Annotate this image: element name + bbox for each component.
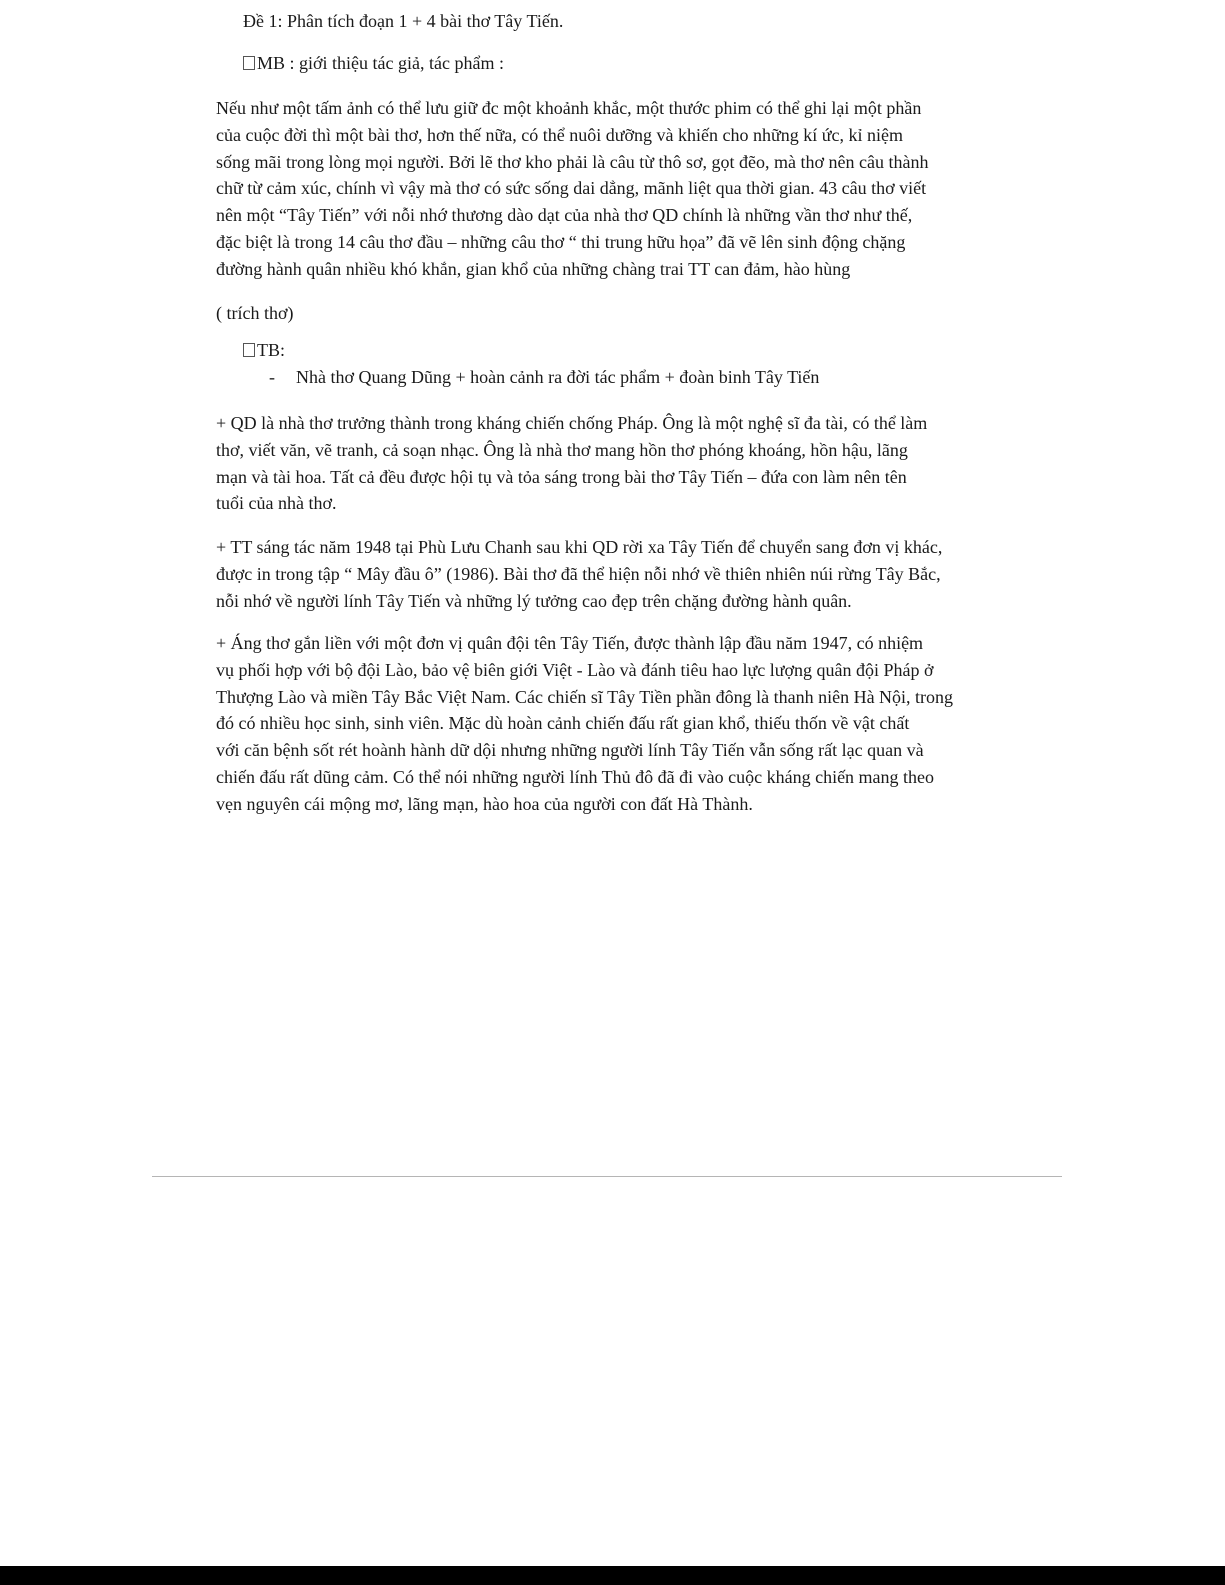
intro-line: của cuộc đời thì một bài thơ, hơn thế nữa, có thể nuôi dưỡng và khiến cho những kí ức, kỉ niệm (216, 124, 903, 145)
author-line: tuổi của nhà thơ. (216, 493, 337, 514)
intro-line: chữ từ cảm xúc, chính vì vậy mà thơ có sức sống dai dẳng, mãnh liệt qua thời gian. 43 câu thơ viết (216, 178, 927, 199)
checkbox-glyph-icon (243, 343, 255, 357)
author-line: mạn và tài hoa. Tất cả đều được hội tụ và tỏa sáng trong bài thơ Tây Tiến – đứa con làm nên tên (216, 466, 907, 487)
unit-line: với căn bệnh sốt rét hoành hành dữ dội nhưng những người lính Tây Tiến vẫn sống rất lạc quan và (216, 740, 924, 761)
intro-paragraph (216, 95, 1016, 283)
bullet-dash: - (269, 367, 275, 387)
context-line: được in trong tập “ Mây đầu ô” (1986). Bài thơ đã thể hiện nỗi nhớ về thiên nhiên núi rừng Tây Bắc, (216, 563, 941, 584)
unit-line: + Áng thơ gắn liền với một đơn vị quân đội tên Tây Tiến, được thành lập đầu năm 1947, có nhiệm (216, 633, 924, 653)
bullet-item (269, 364, 819, 391)
bullet-text: Nhà thơ Quang Dũng + hoàn cảnh ra đời tác phẩm + đoàn binh Tây Tiến (296, 367, 820, 387)
author-line: thơ, viết văn, vẽ tranh, cả soạn nhạc. Ông là nhà thơ mang hồn thơ phóng khoáng, hồn hậu, lãng (216, 439, 908, 460)
intro-line: đặc biệt là trong 14 câu thơ đầu – những câu thơ “ thi trung hữu họa” đã vẽ lên sinh động chặng (216, 231, 906, 252)
exam-question-heading: Đề 1: Phân tích đoạn 1 + 4 bài thơ Tây Tiến. (243, 11, 564, 31)
mb-label-text: MB : giới thiệu tác giả, tác phẩm : (257, 53, 504, 73)
context-line: nỗi nhớ về người lính Tây Tiến và những lý tưởng cao đẹp trên chặng đường hành quân. (216, 590, 852, 611)
unit-line: vẹn nguyên cái mộng mơ, lãng mạn, hào hoa của người con đất Hà Thành. (216, 793, 753, 814)
bottom-edge-bar (0, 1566, 1225, 1585)
page-divider (152, 1176, 1062, 1177)
intro-line: Nếu như một tấm ảnh có thể lưu giữ đc một khoảnh khắc, một thước phim có thể ghi lại một phần (216, 98, 922, 118)
unit-line: đó có nhiều học sinh, sinh viên. Mặc dù hoàn cảnh chiến đấu rất gian khổ, thiếu thốn về vật chất (216, 713, 910, 734)
context-paragraph (216, 534, 1016, 614)
unit-line: vụ phối hợp với bộ đội Lào, bảo vệ biên giới Việt - Lào và đánh tiêu hao lực lượng quân đội Pháp ở (216, 659, 934, 680)
unit-line: Thượng Lào và miền Tây Bắc Việt Nam. Các chiến sĩ Tây Tiền phần đông là thanh niên Hà Nội, trong (216, 686, 954, 707)
checkbox-glyph-icon (243, 56, 255, 70)
tb-section-label (243, 337, 285, 364)
intro-line: sống mãi trong lòng mọi người. Bởi lẽ thơ kho phải là câu từ thô sơ, gọt đẽo, mà thơ nên câu thành (216, 151, 929, 172)
unit-line: chiến đấu rất dũng cảm. Có thể nói những người lính Thủ đô đã đi vào cuộc kháng chiến mang theo (216, 766, 935, 787)
tb-label-text: TB: (257, 340, 286, 360)
intro-line: đường hành quân nhiều khó khắn, gian khổ của những chàng trai TT can đảm, hào hùng (216, 258, 851, 279)
context-line: + TT sáng tác năm 1948 tại Phù Lưu Chanh sau khi QD rời xa Tây Tiến để chuyển sang đơn vị khác, (216, 537, 943, 557)
author-paragraph (216, 410, 1016, 517)
author-line: + QD là nhà thơ trưởng thành trong kháng chiến chống Pháp. Ông là một nghệ sĩ đa tài, có thể làm (216, 413, 928, 433)
intro-line: nên một “Tây Tiến” với nỗi nhớ thương dào dạt của nhà thơ QD chính là những vần thơ như thế, (216, 205, 913, 226)
poem-excerpt-note: ( trích thơ) (216, 303, 294, 323)
mb-section-label (243, 50, 504, 77)
unit-paragraph (216, 630, 1016, 818)
